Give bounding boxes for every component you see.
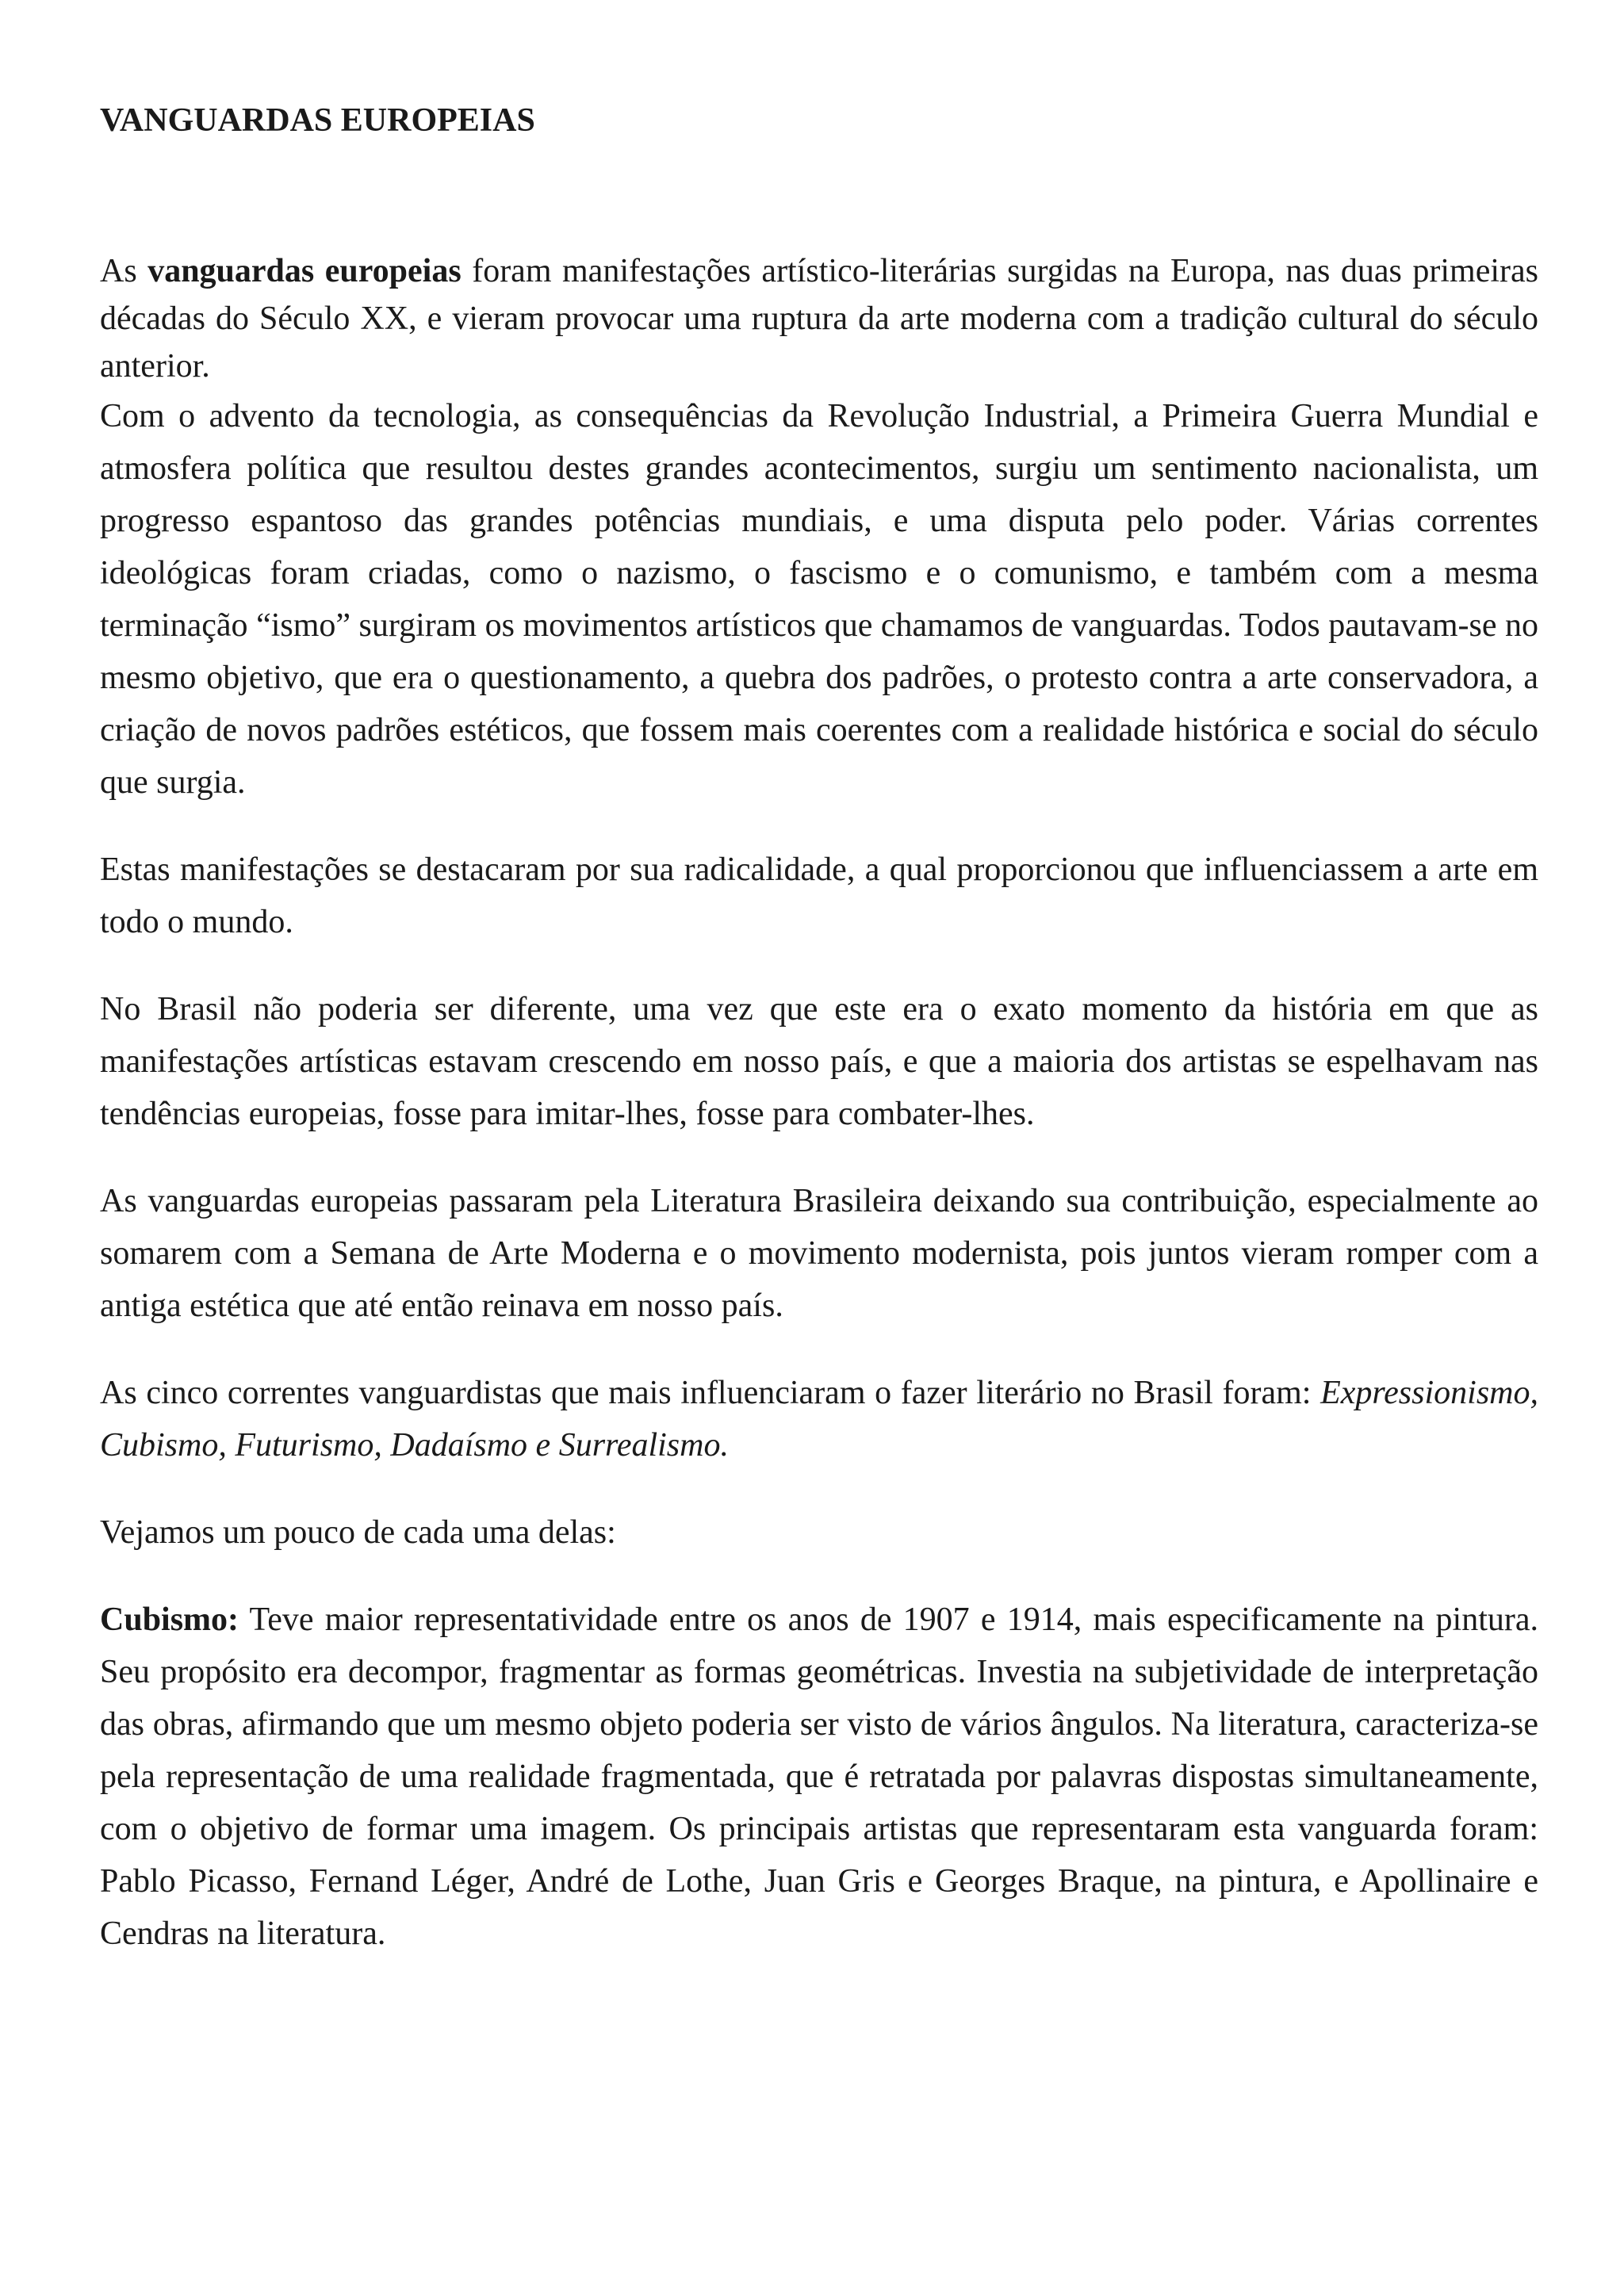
paragraph-cubism <box>100 1594 1538 1960</box>
paragraph-currents-list: Expressionismo, Cubismo, Futurismo, Dadaísmo e Surrealismo. <box>100 1375 1538 1464</box>
paragraph-intro-bold: vanguardas europeias <box>147 253 462 289</box>
document-title: VANGUARDAS EUROPEIAS <box>100 102 535 139</box>
document-page <box>100 97 1538 1960</box>
paragraph-context: Com o advento da tecnologia, as consequências da Revolução Industrial, a Primeira Guerra Mundial e atmosfera política que resultou destes grandes acontecimentos, surgiu um sentimento nacionalista, um progresso espantoso das grandes potências mundiais, e uma disputa pelo poder. Várias correntes ideológicas foram criadas, como o nazismo, o fascismo e o comunismo, e também com a mesma terminação “ismo” surgiram os movimentos artísticos que chamamos de vanguardas. Todos pautavam-se no mesmo objetivo, que era o questionamento, a quebra dos padrões, o protesto contra a arte conservadora, a criação de novos padrões estéticos, que fossem mais coerentes com a realidade histórica e social do século que surgia. <box>100 398 1538 801</box>
paragraph-cubism-body: Teve maior representatividade entre os anos de 1907 e 1914, mais especificamente na pintura. Seu propósito era decompor, fragmentar as formas geométricas. Investia na subjetividade de interpretação das obras, afirmando que um mesmo objeto poderia ser visto de vários ângulos. Na literatura, caracteriza-se pela representação de uma realidade fragmentada, que é retratada por palavras dispostas simultaneamente, com o objetivo de formar uma imagem. Os principais artistas que representaram esta vanguarda foram: Pablo Picasso, Fernand Léger, André de Lothe, Juan Gris e Georges Braque, na pintura, e Apollinaire e Cendras na literatura. <box>100 1601 1538 1952</box>
paragraph-intro-lead: As <box>100 253 148 289</box>
paragraph-intro-list: Vejamos um pouco de cada uma delas: <box>100 1514 616 1551</box>
paragraph-brazil: No Brasil não poderia ser diferente, uma vez que este era o exato momento da história em que as manifestações artísticas estavam crescendo em nosso país, e que a maioria dos artistas se espelhavam nas tendências europeias, fosse para imitar-lhes, fosse para combater-lhes. <box>100 991 1538 1132</box>
paragraph-intro-rest: foram manifestações artístico-literárias surgidas na Europa, nas duas primeiras décadas do Século XX, e vieram provocar uma ruptura da arte moderna com a tradição cultural do século anterior. <box>100 253 1538 385</box>
paragraph-cubism-heading: Cubismo: <box>100 1601 239 1638</box>
paragraph-literature: As vanguardas europeias passaram pela Literatura Brasileira deixando sua contribuição, especialmente ao somarem com a Semana de Arte Moderna e o movimento modernista, pois juntos vieram romper com a antiga estética que até então reinava em nosso país. <box>100 1183 1538 1324</box>
paragraph-currents-lead: As cinco correntes vanguardistas que mais influenciaram o fazer literário no Brasil foram: <box>100 1375 1321 1411</box>
paragraph-currents <box>100 1367 1538 1471</box>
paragraph-intro <box>100 247 1538 390</box>
paragraph-radicality: Estas manifestações se destacaram por sua radicalidade, a qual proporcionou que influenciassem a arte em todo o mundo. <box>100 851 1538 940</box>
